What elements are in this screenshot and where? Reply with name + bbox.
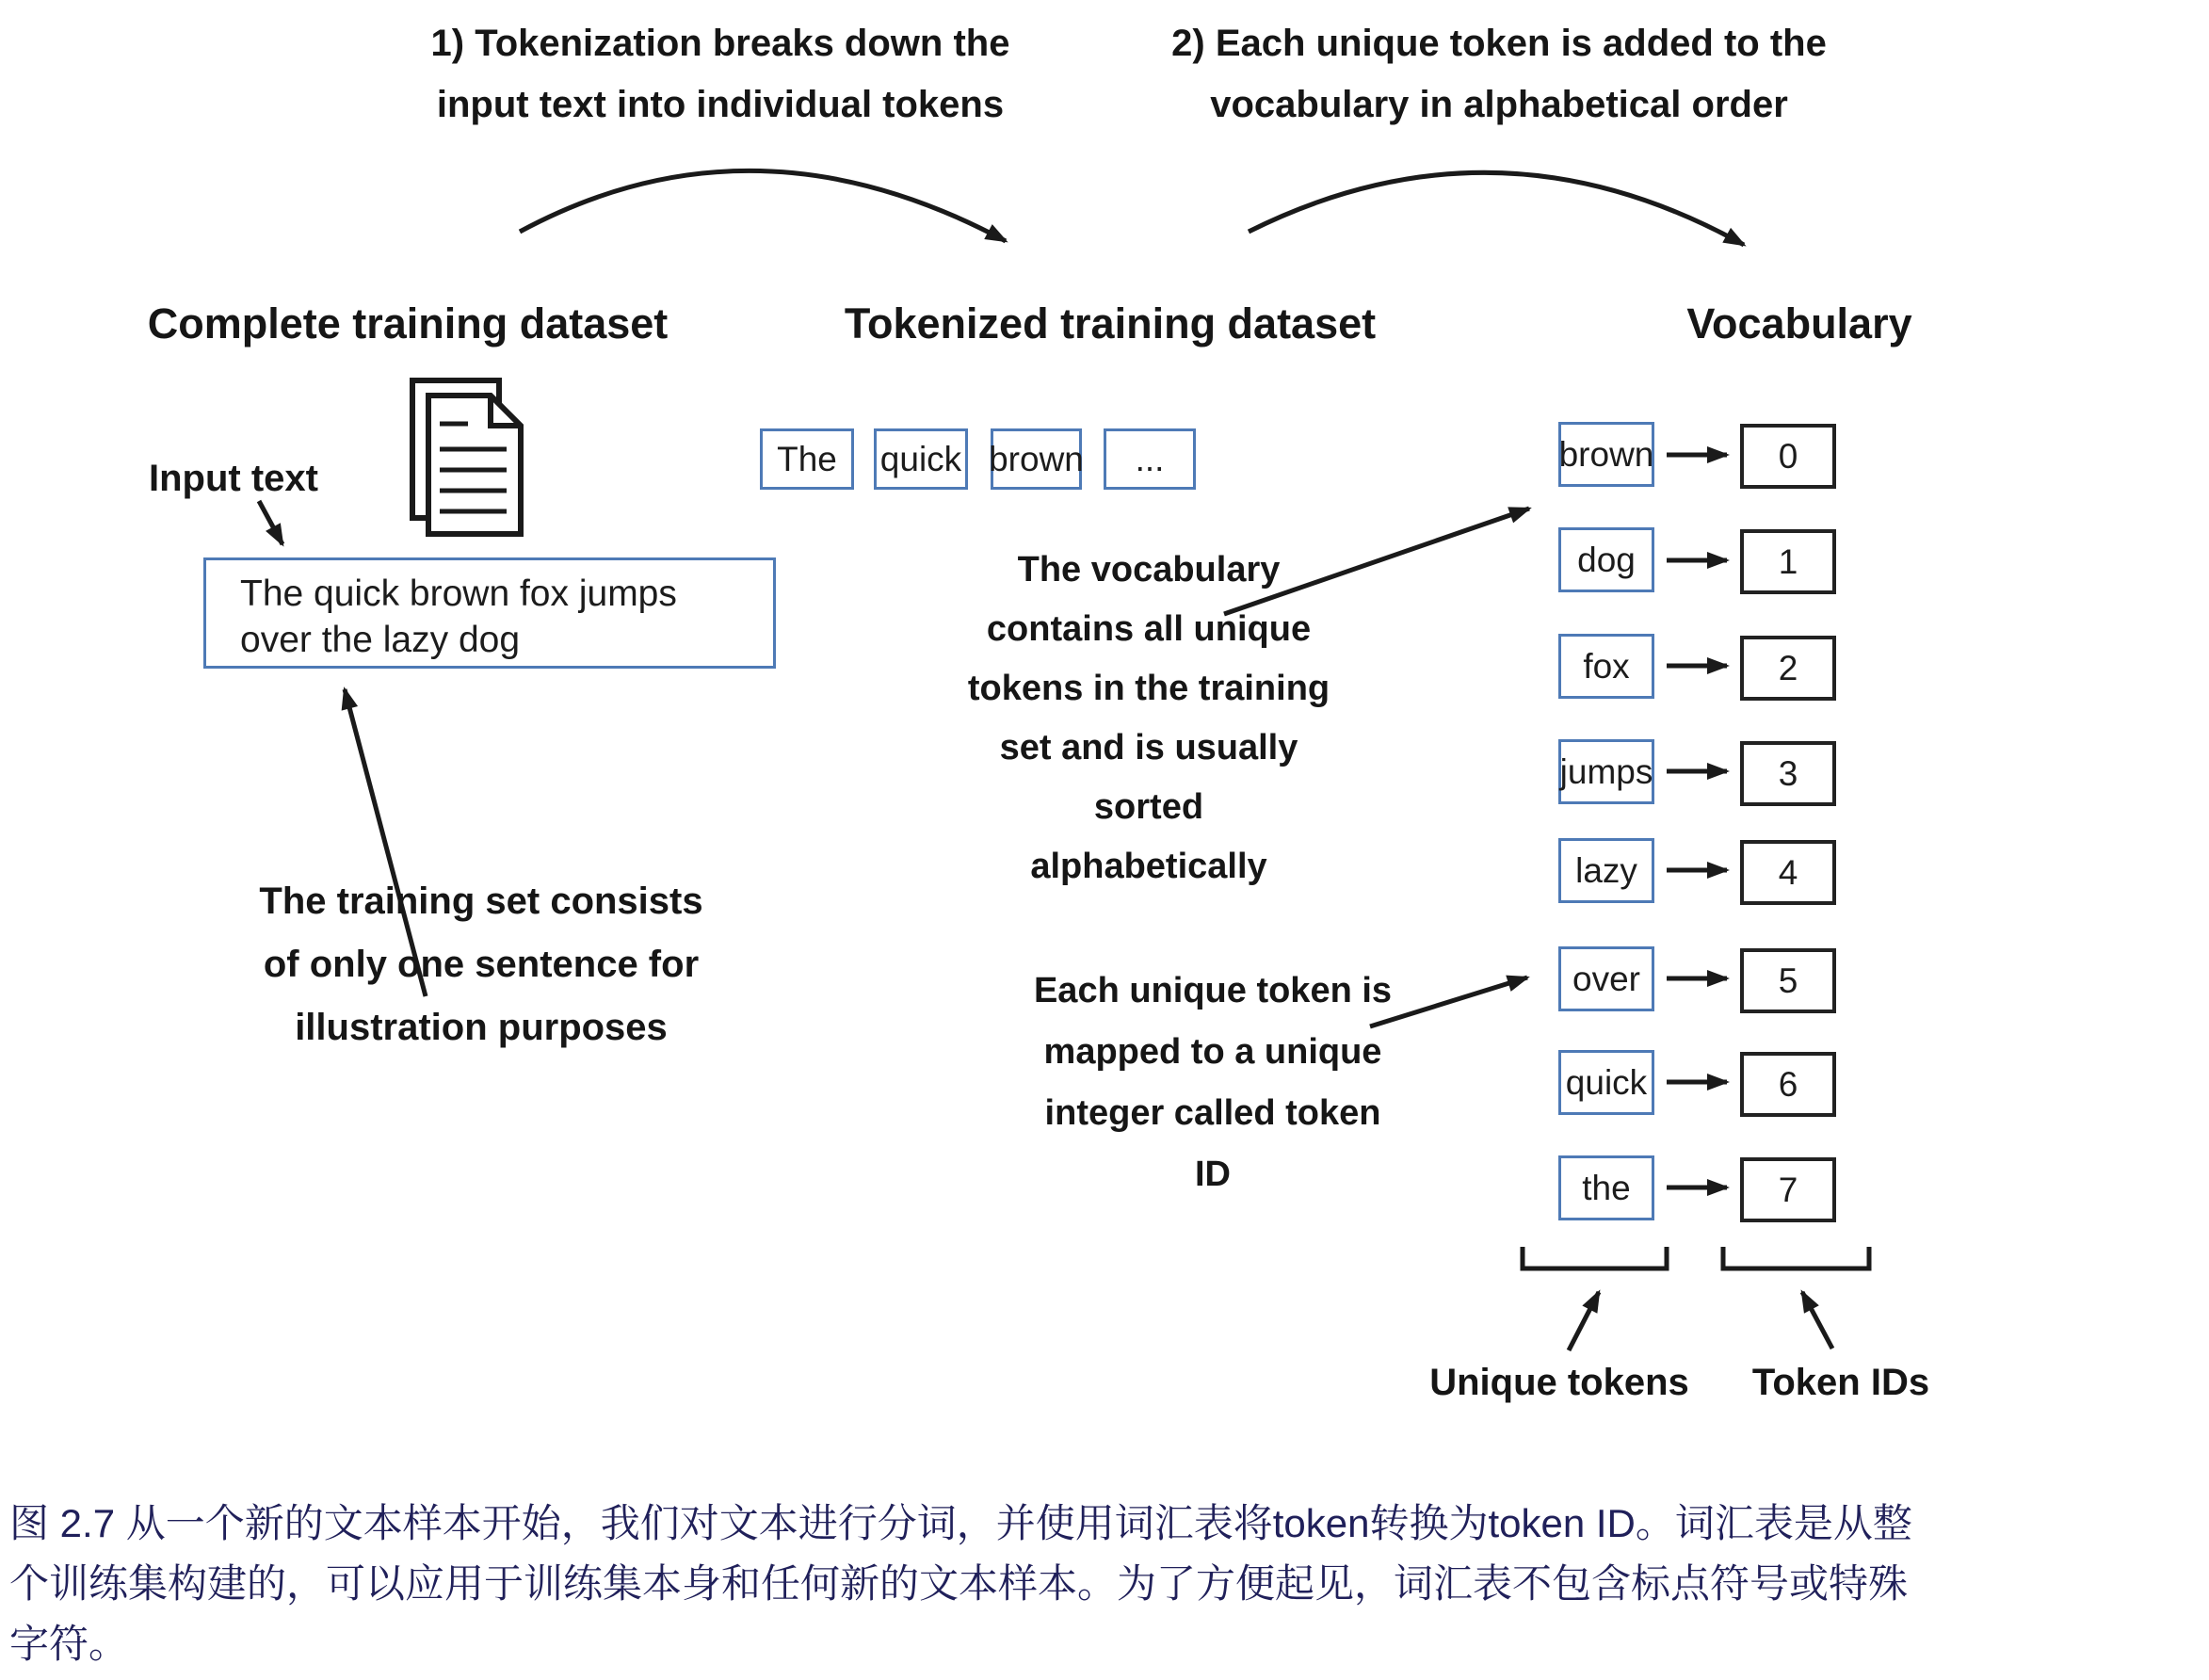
mapping-note [1034, 961, 1392, 1205]
vocab-id-box: 5 [1740, 948, 1836, 1013]
token-chip: brown [991, 428, 1082, 490]
training-note-line3: illustration purposes [295, 1007, 668, 1048]
vocab-note-line4: set and is usually [999, 728, 1298, 767]
input-label-arrow [259, 501, 282, 544]
step2-line1: 2) Each unique token is added to the [1171, 23, 1827, 64]
unique-tokens-bracket [1523, 1247, 1667, 1268]
vocab-note-line6: alphabetically [1030, 847, 1267, 886]
vocab-note-line5: sorted [1093, 787, 1204, 827]
unique-tokens-label: Unique tokens [1429, 1362, 1689, 1403]
input-sentence-line2: over the lazy dog [240, 620, 521, 660]
caption-line: 个训练集构建的，可以应用于训练集本身和任何新的文本样本。为了方便起见，词汇表不包含标点符号或特殊 [9, 1561, 1909, 1606]
vocab-token-box: quick [1558, 1050, 1654, 1115]
flow-arrow-vocabulary [1249, 172, 1744, 245]
vocab-id-box: 4 [1740, 840, 1836, 905]
caption-line: 字符。 [9, 1622, 129, 1666]
flow-arrow-tokenization [520, 170, 1006, 241]
vocab-note-line2: contains all unique [986, 609, 1312, 649]
heading-complete-training-dataset: Complete training dataset [147, 299, 669, 347]
mapping-note-line3: integer called token [1044, 1093, 1381, 1133]
vocab-note-line1: The vocabulary [1017, 550, 1281, 590]
vocab-note [968, 541, 1330, 897]
input-sentence-line1: The quick brown fox jumps [240, 573, 677, 614]
vocab-token-box: fox [1558, 634, 1654, 699]
token-ids-label: Token IDs [1751, 1362, 1930, 1403]
vocab-token-box: the [1558, 1155, 1654, 1220]
vocab-id-box: 7 [1740, 1157, 1836, 1222]
vocab-token-box: brown [1558, 422, 1654, 487]
vocab-id-box: 2 [1740, 636, 1836, 701]
step1-line2: input text into individual tokens [436, 84, 1005, 125]
training-note-line2: of only one sentence for [263, 944, 700, 985]
token-id-arrows [1667, 455, 1727, 1187]
document-icon [412, 380, 521, 534]
caption-line: 图 2.7 从一个新的文本样本开始，我们对文本进行分词，并使用词汇表将token转换为token ID。词汇表是从整 [9, 1501, 1912, 1545]
input-text-box [203, 557, 776, 669]
step2-annotation [1171, 13, 1827, 136]
step1-line1: 1) Tokenization breaks down the [430, 23, 1010, 64]
vocab-id-box: 3 [1740, 741, 1836, 806]
input-text-label: Input text [149, 458, 318, 499]
unique-tokens-arrow [1569, 1292, 1599, 1350]
vocab-note-line3: tokens in the training [967, 669, 1330, 708]
mapping-note-line4: ID [1194, 1155, 1231, 1194]
training-note [259, 870, 702, 1059]
vocab-id-box: 6 [1740, 1052, 1836, 1117]
token-ids-bracket [1723, 1247, 1869, 1268]
token-chip: quick [874, 428, 968, 490]
training-note-line1: The training set consists [259, 880, 703, 922]
step2-line2: vocabulary in alphabetical order [1210, 84, 1788, 125]
mapping-note-line1: Each unique token is [1033, 971, 1393, 1010]
heading-tokenized-training-dataset: Tokenized training dataset [844, 299, 1377, 347]
vocab-id-box: 0 [1740, 424, 1836, 489]
step1-annotation [431, 13, 1010, 136]
token-ids-arrow [1802, 1292, 1832, 1349]
token-chip: The [760, 428, 854, 490]
vocab-token-box: over [1558, 946, 1654, 1011]
vocab-token-box: lazy [1558, 838, 1654, 903]
token-chip: ... [1104, 428, 1196, 490]
vocab-id-box: 1 [1740, 529, 1836, 594]
mapping-note-line2: mapped to a unique [1043, 1032, 1382, 1072]
mapping-note-arrow [1370, 977, 1527, 1026]
heading-vocabulary: Vocabulary [1686, 299, 1912, 347]
vocab-token-box: dog [1558, 527, 1654, 592]
vocab-token-box: jumps [1558, 739, 1654, 804]
